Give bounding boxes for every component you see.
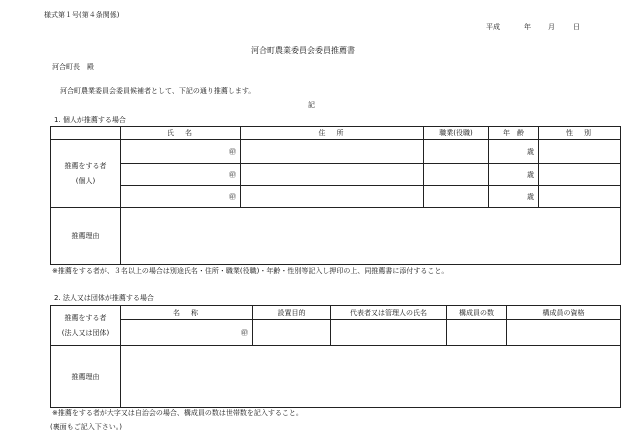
individual-recommendation-table [50,126,621,265]
header-org-name: 名 称 [121,306,253,320]
seal-icon: ㊞ [229,192,236,201]
qualification-field[interactable] [507,320,621,346]
date-month: 月 [548,23,555,31]
recommender-individual-label [51,140,121,208]
members-field[interactable] [447,320,507,346]
reason-field[interactable] [121,208,621,265]
recommender-organization-label [51,306,121,346]
seal-icon: ㊞ [241,328,248,337]
org-name-field[interactable] [121,320,253,346]
section1-heading: 1. 個人が推薦する場合 [54,116,126,124]
section2-heading: 2. 法人又は団体が推薦する場合 [54,294,154,302]
purpose-field[interactable] [253,320,331,346]
header-qualification: 構成員の資格 [507,306,621,320]
gender-field-2[interactable] [539,164,621,186]
header-members: 構成員の数 [447,306,507,320]
form-number: 様式第１号(第４条関係) [44,11,120,19]
age-field-3[interactable] [489,186,539,208]
reason-label: 推薦理由 [51,208,121,265]
name-field-1[interactable] [121,140,241,164]
date-era: 平成 [486,23,500,31]
age-field-2[interactable] [489,164,539,186]
org-reason-field[interactable] [121,346,621,408]
address-field-1[interactable] [241,140,424,164]
header-name: 氏 名 [121,127,241,140]
addressee: 河合町長 殿 [52,63,94,71]
representative-field[interactable] [331,320,447,346]
header-purpose: 設置目的 [253,306,331,320]
seal-icon: ㊞ [229,147,236,156]
section2-note: ※推薦をする者が大字又は自治会の場合、構成員の数は世帯数を記入すること。 [52,409,303,417]
recommender-label-line1: 推薦をする者 [64,161,107,170]
ki-label: 記 [308,101,315,109]
date-year: 年 [524,23,531,31]
intro-text: 河合町農業委員会委員候補者として、下記の通り推薦します。 [60,87,256,95]
header-gender: 性 別 [539,127,621,140]
recommender-label-line2: (個人) [75,176,96,185]
back-note: (裏面もご記入下さい。) [50,423,122,431]
document-title: 河合町農業委員会委員推薦書 [251,46,355,55]
recommender-label-line1: 推薦をする者 [64,313,107,322]
age-field-1[interactable] [489,140,539,164]
recommender-label-line2: (法人又は団体) [61,328,110,337]
seal-icon: ㊞ [229,170,236,179]
org-reason-label: 推薦理由 [51,346,121,408]
header-age: 年 齢 [489,127,539,140]
age-unit: 歳 [527,192,534,201]
age-unit: 歳 [527,147,534,156]
occupation-field-2[interactable] [424,164,489,186]
gender-field-3[interactable] [539,186,621,208]
occupation-field-3[interactable] [424,186,489,208]
address-field-2[interactable] [241,164,424,186]
header-representative: 代表者又は管理人の氏名 [331,306,447,320]
age-unit: 歳 [527,170,534,179]
organization-recommendation-table [50,305,621,408]
header-occupation: 職業(役職) [424,127,489,140]
gender-field-1[interactable] [539,140,621,164]
address-field-3[interactable] [241,186,424,208]
date-day: 日 [573,23,580,31]
name-field-3[interactable] [121,186,241,208]
section1-note: ※推薦をする者が、３名以上の場合は別途氏名・住所・職業(役職)・年齢・性別等記入し押印の上、同推薦書に添付すること。 [52,267,449,275]
occupation-field-1[interactable] [424,140,489,164]
name-field-2[interactable] [121,164,241,186]
header-blank [51,127,121,140]
header-address: 住 所 [241,127,424,140]
